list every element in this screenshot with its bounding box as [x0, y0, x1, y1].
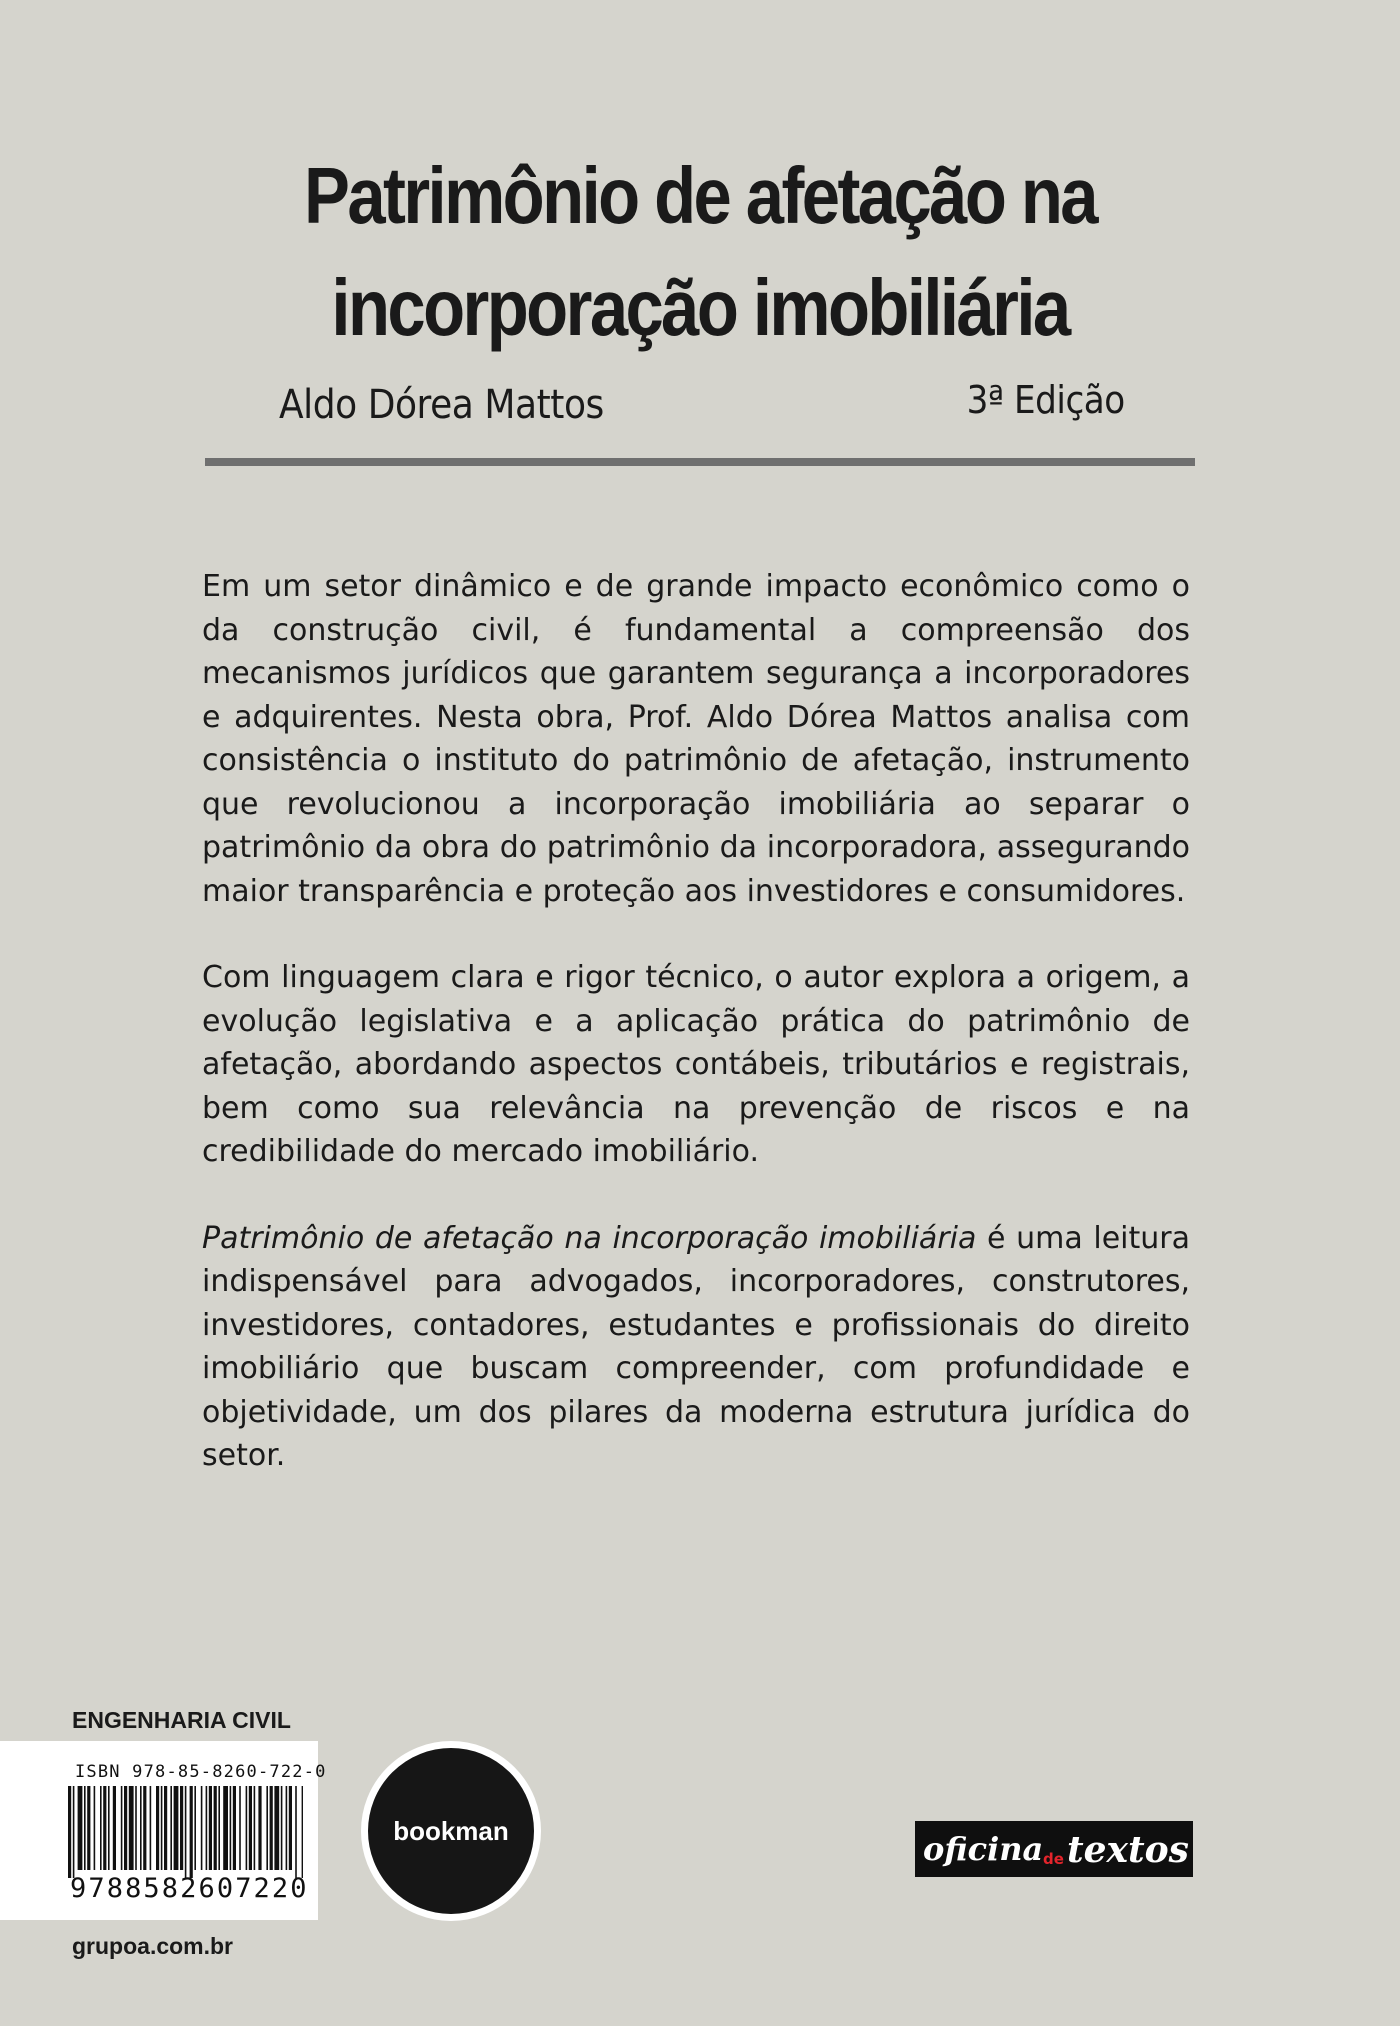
- title-line-1: Patrimônio de afetação na: [304, 151, 1096, 240]
- isbn-label: ISBN 978-85-8260-722-0: [75, 1762, 327, 1782]
- publisher-website: grupoa.com.br: [72, 1933, 234, 1959]
- oficina-de-textos-logo-icon: [919, 1824, 1189, 1874]
- svg-text:de: de: [1043, 1850, 1064, 1868]
- barcode-number: 9788582607220: [70, 1873, 309, 1904]
- author-name: Aldo Dórea Mattos: [279, 382, 604, 428]
- description-paragraph-3-rest: é uma leitura indispensável para advogados, incorporadores, construtores, investidores, contadores, estudantes e profissionais do direito imobiliário que buscam compreender, com profundidade e objetividade, um dos pilares da moderna estrutura jurídica do setor.: [202, 1220, 1191, 1473]
- title-divider: [205, 458, 1195, 466]
- barcode-icon: [68, 1786, 303, 1878]
- svg-text:oficina: oficina: [923, 1830, 1044, 1868]
- subject-category: ENGENHARIA CIVIL: [72, 1707, 291, 1733]
- description-paragraph-3: [202, 1217, 1190, 1478]
- bookman-logo-text: bookman: [393, 1815, 509, 1846]
- book-title: [227, 140, 1173, 364]
- book-title-italic: Patrimônio de afetação na incorporação imobiliária: [202, 1220, 977, 1256]
- bookman-logo: [361, 1741, 541, 1921]
- book-description: [202, 565, 1190, 1478]
- edition-label: 3ª Edição: [966, 378, 1125, 422]
- svg-text:textos: textos: [1067, 1829, 1189, 1871]
- title-line-2: incorporação imobiliária: [331, 263, 1069, 352]
- oficina-de-textos-logo: [915, 1821, 1193, 1877]
- description-paragraph-1: Em um setor dinâmico e de grande impacto econômico como o da construção civil, é fundamental a compreensão dos mecanismos jurídicos que garantem segurança a incorporadores e adquirentes. Nesta obra, Prof. Aldo Dórea Mattos analisa com consistência o instituto do patrimônio de afetação, instrumento que revolucionou a incorporação imobiliária ao separar o patrimônio da obra do patrimônio da incorporadora, assegurando maior transparência e proteção aos investidores e consumidores.: [202, 569, 1190, 909]
- description-paragraph-2: Com linguagem clara e rigor técnico, o autor explora a origem, a evolução legislativa e a aplicação prática do patrimônio de afetação, abordando aspectos contábeis, tributários e registrais, bem como sua relevância na prevenção de riscos e na credibilidade do mercado imobiliário.: [202, 960, 1190, 1169]
